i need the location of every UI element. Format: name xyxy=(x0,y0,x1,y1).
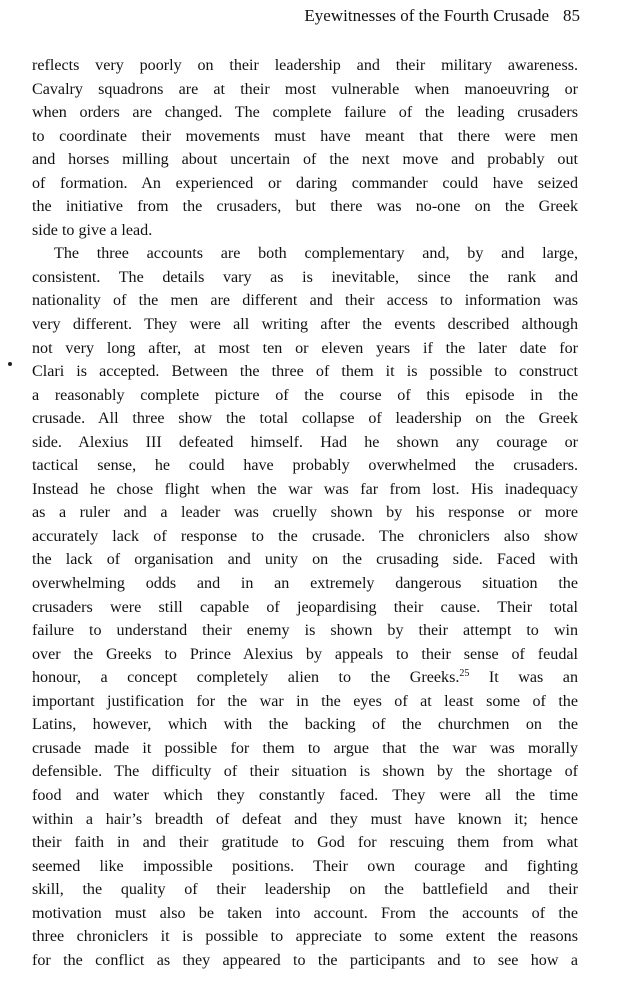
text-line: Latins, however, which with the backing of the churchmen on the xyxy=(32,716,578,734)
text-line: defensible. The difficulty of their situation is shown by the shortage of xyxy=(32,763,578,781)
text-line: not very long after, at most ten or eleven years if the later date for xyxy=(32,339,578,357)
page-number: 85 xyxy=(563,6,580,25)
running-title: Eyewitnesses of the Fourth Crusade xyxy=(304,6,549,25)
text-line: when orders are changed. The complete failure of the leading crusaders xyxy=(32,104,578,122)
text-line: food and water which they constantly faced. They were all the time xyxy=(32,786,578,804)
text-line: Instead he chose flight when the war was far from lost. His inadequacy xyxy=(32,480,578,498)
text-line: side. Alexius III defeated himself. Had he shown any courage or xyxy=(32,433,578,451)
text-line: accurately lack of response to the crusade. The chroniclers also show xyxy=(32,527,578,545)
text-line: for the conflict as they appeared to the participants and to see how a xyxy=(32,951,578,969)
text-segment: It was an xyxy=(469,669,578,687)
footnote-reference[interactable]: 25 xyxy=(459,668,470,680)
text-line: seemed like impossible positions. Their own courage and fighting xyxy=(32,857,578,875)
text-line: consistent. The details vary as is inevitable, since the rank and xyxy=(32,268,578,286)
text-line: to coordinate their movements must have meant that there were men xyxy=(32,127,578,145)
text-line: crusaders were still capable of jeopardising their cause. Their total xyxy=(32,598,578,616)
text-line: their faith in and their gratitude to God for rescuing them from what xyxy=(32,834,578,852)
text-line: overwhelming odds and in an extremely dangerous situation the xyxy=(32,575,578,593)
text-line: the initiative from the crusaders, but there was no-one on the Greek xyxy=(32,198,578,216)
text-line: skill, the quality of their leadership on the battlefield and their xyxy=(32,881,578,899)
text-line: the lack of organisation and unity on the crusading side. Faced with xyxy=(32,551,578,569)
text-line: Clari is accepted. Between the three of them it is possible to construct xyxy=(32,363,578,381)
text-line: important justification for the war in the eyes of at least some of the xyxy=(32,692,578,710)
text-segment: honour, a concept completely alien to the Greeks. xyxy=(32,669,460,687)
text-line: failure to understand their enemy is shown by their attempt to win xyxy=(32,622,578,640)
text-line: a reasonably complete picture of the course of this episode in the xyxy=(32,386,578,404)
text-line: tactical sense, he could have probably overwhelmed the crusaders. xyxy=(32,457,578,475)
text-line: motivation must also be taken into account. From the accounts of the xyxy=(32,904,578,922)
text-line: crusade. All three show the total collapse of leadership on the Greek xyxy=(32,410,578,428)
text-line: very different. They were all writing after the events described although xyxy=(32,316,578,334)
body-text xyxy=(32,54,578,972)
text-line: and horses milling about uncertain of the next move and probably out xyxy=(32,151,578,169)
text-line: as a ruler and a leader was cruelly shown by his response or more xyxy=(32,504,578,522)
text-line: of formation. An experienced or daring commander could have seized xyxy=(32,174,578,192)
text-line: nationality of the men are different and their access to information was xyxy=(32,292,578,310)
text-line: three chroniclers it is possible to appreciate to some extent the reasons xyxy=(32,928,578,946)
text-line: Cavalry squadrons are at their most vulnerable when manoeuvring or xyxy=(32,80,578,98)
text-line: within a hair’s breadth of defeat and they must have known it; hence xyxy=(32,810,578,828)
margin-dot-mark xyxy=(8,362,12,366)
text-line: reflects very poorly on their leadership and their military awareness. xyxy=(32,57,578,74)
text-line: crusade made it possible for them to argue that the war was morally xyxy=(32,739,578,757)
text-line: side to give a lead. xyxy=(32,221,153,239)
running-head xyxy=(304,5,580,27)
paragraph-first-line: The three accounts are both complementary and, by and large, xyxy=(54,245,578,263)
text-line: over the Greeks to Prince Alexius by appeals to their sense of feudal xyxy=(32,645,578,663)
text-line-with-footnote xyxy=(32,666,578,690)
